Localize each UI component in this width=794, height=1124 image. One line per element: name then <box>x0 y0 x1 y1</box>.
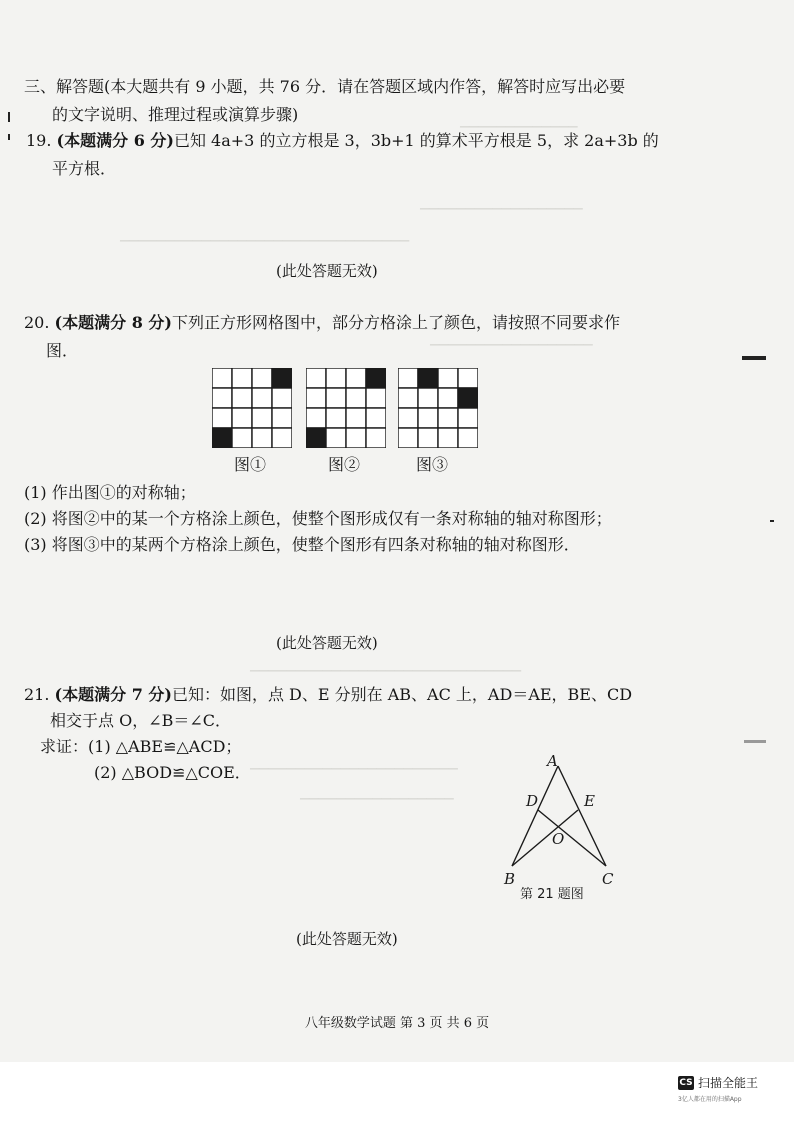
grid-cell-shaded <box>306 428 326 448</box>
segment-be <box>512 810 578 866</box>
segment-cd <box>538 810 606 866</box>
grid-cell-shaded <box>458 388 478 408</box>
q20-points: (本题满分 8 分) <box>54 313 172 332</box>
grid-cell <box>326 388 346 408</box>
label-c: C <box>602 870 614 888</box>
label-a: A <box>547 752 558 770</box>
grid-cell <box>252 368 272 388</box>
q19-number: 19. <box>26 131 52 150</box>
bleed-through: ───────────── <box>460 118 578 136</box>
scanner-tagline: 3亿人都在用的扫描App <box>678 1096 742 1103</box>
grid-cell <box>326 408 346 428</box>
q21-invalid-note: (此处答题无效) <box>296 930 398 948</box>
grid-cell <box>232 368 252 388</box>
grid-cell <box>458 428 478 448</box>
grid-cell <box>458 368 478 388</box>
figure-caption: 第 21 题图 <box>520 887 584 902</box>
grid-figure-2 <box>306 368 386 448</box>
grid-cell <box>346 368 366 388</box>
grid-cell <box>398 408 418 428</box>
scanner-brand: 扫描全能王 <box>698 1076 759 1090</box>
grid-cell <box>438 368 458 388</box>
grid-cell <box>252 428 272 448</box>
q19-points: (本题满分 6 分) <box>56 131 174 150</box>
grid-cell <box>326 428 346 448</box>
q21-text-cont: 相交于点 O，∠B＝∠C． <box>50 711 232 730</box>
label-b: B <box>504 870 516 888</box>
margin-mark <box>742 356 766 360</box>
grid-cell <box>418 428 438 448</box>
grid-cell <box>458 408 478 428</box>
grid-caption-2: 图② <box>328 455 361 474</box>
q20-text-cont: 图． <box>46 341 79 360</box>
bleed-through: ────────────────── <box>420 200 583 218</box>
grid-cell <box>272 408 292 428</box>
grid-cell <box>438 388 458 408</box>
label-d: D <box>526 792 539 810</box>
page-footer: 八年级数学试题 第 3 页 共 6 页 <box>304 1016 490 1031</box>
grid-cell <box>366 408 386 428</box>
grid-cell <box>418 408 438 428</box>
q20-item-3: (3) 将图③中的某两个方格涂上颜色，使整个图形有四条对称轴的轴对称图形． <box>24 535 580 554</box>
q19-text-cont: 平方根． <box>52 159 117 178</box>
grid-cell <box>252 388 272 408</box>
q20-invalid-note: (此处答题无效) <box>276 634 378 652</box>
q19-invalid-note: (此处答题无效) <box>276 262 378 280</box>
grid-cell <box>306 408 326 428</box>
q20-text: 下列正方形网格图中，部分方格涂上了颜色，请按照不同要求作 <box>171 313 620 332</box>
grid-cell <box>272 388 292 408</box>
q19-text: 已知 4a+3 的立方根是 3，3b+1 的算术平方根是 5，求 2a+3b 的 <box>173 131 659 150</box>
grid-cell <box>438 408 458 428</box>
scanner-logo: CS <box>679 1078 693 1088</box>
grid-cell <box>418 388 438 408</box>
grid-cell <box>366 388 386 408</box>
grid-cell <box>232 428 252 448</box>
grid-cell <box>306 368 326 388</box>
grid-cell <box>272 428 292 448</box>
bleed-through: ──────────────────────────────── <box>120 232 409 250</box>
grid-cell <box>366 428 386 448</box>
grid-figure-1 <box>212 368 292 448</box>
grid-cell <box>346 388 366 408</box>
grid-figure-3 <box>398 368 478 448</box>
grid-cell <box>398 368 418 388</box>
q20-item-2: (2) 将图②中的某一个方格涂上颜色，使整个图形成仅有一条对称轴的轴对称图形； <box>24 509 612 528</box>
q21-line <box>24 684 632 706</box>
q21-prove-label: 求证： <box>40 737 89 756</box>
grid-caption-1: 图① <box>234 455 267 474</box>
q20-number: 20. <box>24 313 50 332</box>
grid-cell <box>438 428 458 448</box>
binding-mark <box>8 134 10 140</box>
margin-mark <box>770 520 774 522</box>
margin-mark <box>744 740 766 743</box>
segment-ac <box>558 766 606 866</box>
q21-prove-1 <box>40 736 241 758</box>
q21-points: (本题满分 7 分) <box>54 685 172 704</box>
q19-line <box>26 130 659 152</box>
grid-cell-shaded <box>418 368 438 388</box>
q21-number: 21. <box>24 685 50 704</box>
bleed-through: ─────────────────────── <box>250 760 458 778</box>
grid-cell <box>212 388 232 408</box>
q21-text: 已知：如图，点 D、E 分别在 AB、AC 上，AD＝AE，BE、CD <box>171 685 633 704</box>
grid-cell <box>398 428 418 448</box>
q21-triangle-figure <box>490 748 630 908</box>
grid-cell <box>212 368 232 388</box>
grid-cell <box>232 388 252 408</box>
q20-item-1: (1) 作出图①的对称轴； <box>24 483 196 502</box>
grid-caption-3: 图③ <box>416 455 449 474</box>
grid-cell-shaded <box>366 368 386 388</box>
grid-cell <box>326 368 346 388</box>
grid-cell <box>252 408 272 428</box>
grid-cell <box>306 388 326 408</box>
section-heading: 三、解答题(本大题共有 9 小题，共 76 分．请在答题区域内作答，解答时应写出必要 <box>24 77 626 96</box>
grid-cell <box>398 388 418 408</box>
grid-cell <box>346 428 366 448</box>
grid-cell <box>346 408 366 428</box>
q21-prove-2: (2) △BOD≌△COE． <box>94 763 251 782</box>
q20-line <box>24 312 620 334</box>
q21-prove-1-text: (1) △ABE≌△ACD； <box>88 737 242 756</box>
grid-cell-shaded <box>212 428 232 448</box>
grid-cell <box>212 408 232 428</box>
bleed-through: ────────────────── <box>430 336 593 354</box>
binding-mark <box>8 112 10 122</box>
bleed-through: ────────────────────────────── <box>250 662 521 680</box>
label-e: E <box>584 792 595 810</box>
section-heading-cont: 的文字说明、推理过程或演算步骤) <box>52 105 299 124</box>
grid-cell-shaded <box>272 368 292 388</box>
segment-ab <box>512 766 558 866</box>
label-o: O <box>552 830 565 848</box>
bleed-through: ───────────────── <box>300 790 454 808</box>
grid-cell <box>232 408 252 428</box>
